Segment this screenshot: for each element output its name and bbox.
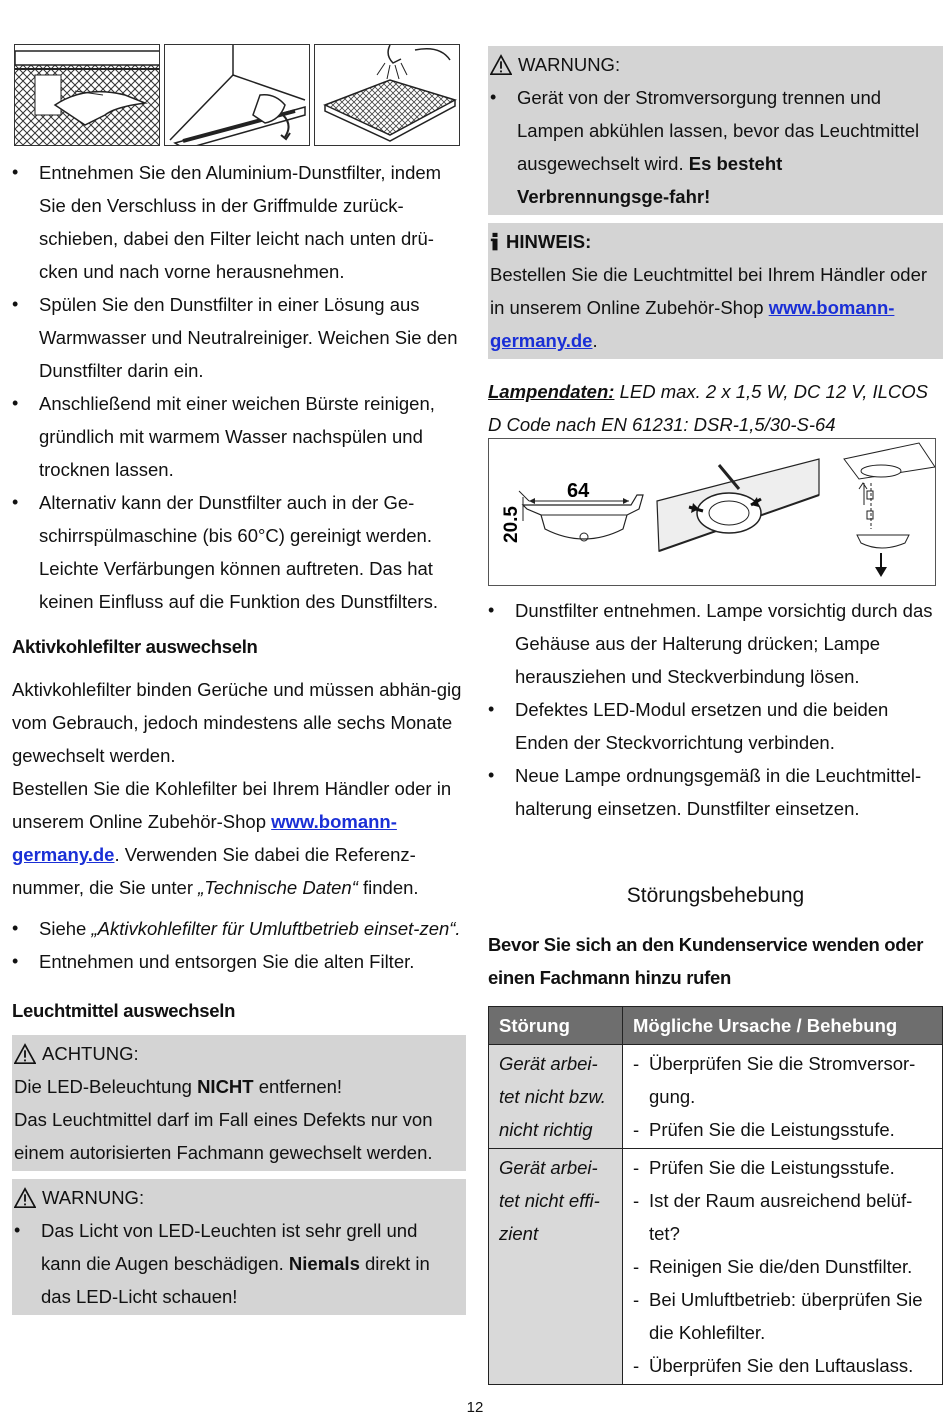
- troubleshooting-table: [488, 1006, 943, 1385]
- table-cell-cause: Gerät arbei-tet nicht effi-zient: [489, 1149, 623, 1385]
- carbon-order-paragraph: Bestellen Sie die Kohlefilter bei Ihrem Händler oder in unserem Online Zubehör-Shop www.bomann-germany.de. Verwenden Sie dabei die Referenz-nummer, die Sie unter „Technische Daten“ finden.: [12, 778, 452, 898]
- shop-link[interactable]: www.bomann-germany.de: [490, 297, 895, 351]
- hint-title: HINWEIS:: [506, 231, 592, 252]
- list-item: • Alternativ kann der Dunstfilter auch in der Ge-schirrspülmaschine (bis 60°C) gereinigt werden. Leichte Verfärbungen können auftreten. Das hat keinen Einfluss auf die Funktion des Dunstfilters.: [12, 486, 466, 618]
- table-cell-cause: Gerät arbei-tet nicht bzw. nicht richtig: [489, 1045, 623, 1149]
- heading-lamp-replace: Leuchtmittel auswechseln: [12, 1000, 236, 1021]
- filter-removal-illustrations: [14, 44, 460, 148]
- table-cell-remedy: - Prüfen Sie die Leistungsstufe. - Ist der Raum ausreichend belüf-tet? - Reinigen Sie die/den Dunstfilter. - Bei Umluftbetrieb: überprüfen Sie die Kohlefilter. - Überprüfen Sie den Luftauslass.: [623, 1149, 943, 1385]
- caution-text-2: Das Leuchtmittel darf im Fall eines Defekts nur von einem autorisierten Fachmann gewechselt werden.: [14, 1109, 433, 1163]
- list-item: • Das Licht von LED-Leuchten ist sehr grell und kann die Augen beschädigen. Niemals direkt in das LED-Licht schauen!: [14, 1214, 462, 1313]
- heat-warning-box: [488, 46, 943, 215]
- caution-box: [12, 1035, 466, 1171]
- list-item: • Spülen Sie den Dunstfilter in einer Lösung aus Warmwasser und Neutralreiniger. Weichen Sie den Dunstfilter darin ein.: [12, 288, 466, 387]
- hood-filter-illustration: [164, 44, 310, 146]
- warning-title: WARNUNG:: [42, 1187, 145, 1208]
- led-warning-box: [12, 1179, 466, 1315]
- warning-triangle-icon: [490, 54, 512, 76]
- warning-triangle-icon: [14, 1043, 36, 1065]
- cleaning-steps-list: [12, 156, 466, 618]
- table-row: [489, 1149, 943, 1385]
- dimension-height-label: 20.5: [501, 506, 522, 543]
- left-column: [12, 156, 466, 1315]
- list-item: • Dunstfilter entnehmen. Lampe vorsichtig durch das Gehäuse aus der Halterung drücken; Lampe herausziehen und Steckverbindung lösen.: [488, 594, 943, 693]
- dimension-width-label: 64: [567, 480, 590, 502]
- lamp-steps-list: [488, 594, 943, 825]
- table-header-remedy: Mögliche Ursache / Behebung: [623, 1007, 943, 1045]
- table-cell-remedy: - Überprüfen Sie die Stromversor-gung. - Prüfen Sie die Leistungsstufe.: [623, 1045, 943, 1149]
- list-item: • Entnehmen und entsorgen Sie die alten Filter.: [12, 945, 466, 978]
- warning-title: WARNUNG:: [518, 54, 621, 75]
- list-item: • Entnehmen Sie den Aluminium-Dunstfilter, indem Sie den Verschluss in der Griffmulde zurück-schieben, dabei den Filter leicht nach unten drü-cken und nach vorne herausnehmen.: [12, 156, 466, 288]
- list-item: • Neue Lampe ordnungsgemäß in die Leuchtmittel-halterung einsetzen. Dunstfilter einsetzen.: [488, 759, 943, 825]
- filter-washing-illustration: [314, 44, 460, 146]
- lamp-replacement-illustrations: [488, 438, 936, 586]
- table-row: [489, 1045, 943, 1149]
- info-icon: [490, 231, 500, 253]
- right-column: [488, 46, 943, 441]
- carbon-steps-list: [12, 912, 466, 978]
- hint-text: Bestellen Sie die Leuchtmittel bei Ihrem Händler oder in unserem Online Zubehör-Shop www.bomann-germany.de.: [490, 264, 928, 351]
- shop-link[interactable]: www.bomann-germany.de: [12, 811, 397, 865]
- carbon-filter-paragraph: Aktivkohlefilter binden Gerüche und müssen abhän-gig vom Gebrauch, jedoch mindestens alle sechs Monate gewechselt werden.: [12, 679, 462, 766]
- list-item: • Gerät von der Stromversorgung trennen und Lampen abkühlen lassen, bevor das Leuchtmittel ausgewechselt wird. Es besteht Verbrennungsge-fahr!: [490, 81, 939, 213]
- section-intro: Bevor Sie sich an den Kundenservice wenden oder einen Fachmann hinzu rufen: [488, 934, 924, 988]
- list-item: • Defektes LED-Modul ersetzen und die beiden Enden der Steckvorrichtung verbinden.: [488, 693, 943, 759]
- filter-latch-illustration: [14, 44, 160, 146]
- warning-triangle-icon: [14, 1187, 36, 1209]
- page-number: 12: [466, 1399, 484, 1416]
- caution-title: ACHTUNG:: [42, 1043, 139, 1064]
- hint-box: [488, 223, 943, 359]
- caution-text-1: Die LED-Beleuchtung NICHT entfernen!: [14, 1076, 343, 1097]
- section-title: Störungsbehebung: [626, 884, 805, 907]
- list-item: • Siehe „Aktivkohlefilter für Umluftbetrieb einset-zen“.: [12, 912, 466, 945]
- right-column-lower: [488, 594, 943, 1385]
- heading-carbon-filter: Aktivkohlefilter auswechseln: [12, 636, 258, 657]
- table-header-fault: Störung: [489, 1007, 623, 1045]
- list-item: • Anschließend mit einer weichen Bürste reinigen, gründlich mit warmem Wasser nachspülen und trocknen lassen.: [12, 387, 466, 486]
- lamp-data: Lampendaten: LED max. 2 x 1,5 W, DC 12 V, ILCOS D Code nach EN 61231: DSR-1,5/30-S-64: [488, 381, 929, 435]
